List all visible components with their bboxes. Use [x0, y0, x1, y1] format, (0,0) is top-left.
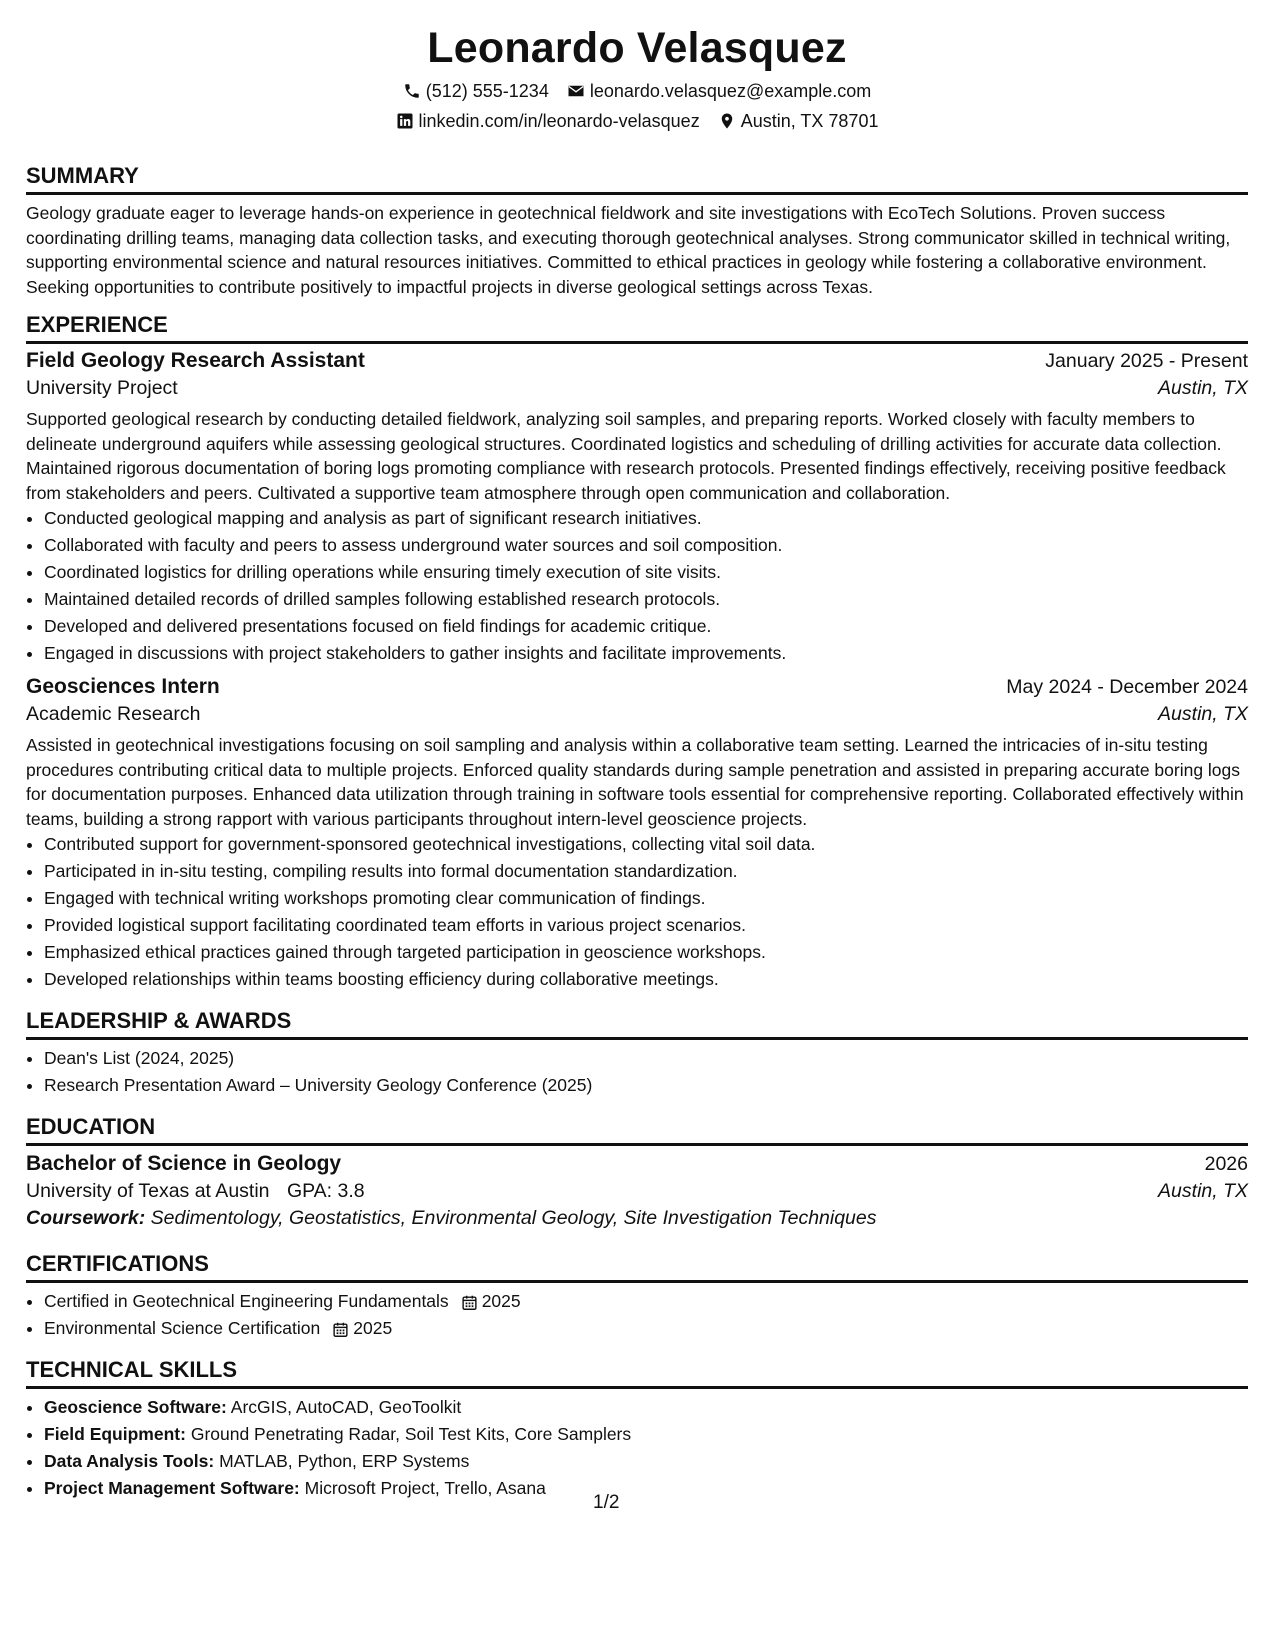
education-heading: EDUCATION — [26, 1113, 1248, 1146]
list-item: • Coordinated logistics for drilling operations while ensuring timely execution of site visits. — [44, 559, 1248, 586]
summary-text: Geology graduate eager to leverage hands-on experience in geotechnical fieldwork and site investigations with EcoTech Solutions. Proven success coordinating drilling teams, managing data collection tasks, and executing thorough geotechnical analyses. Strong communicator skilled in technical writing, supporting environmental science and natural resources initiatives. Committed to ethical practices in geology while fostering a collaborative environment. Seeking opportunities to contribute positively to impactful projects in diverse geological settings across Texas. — [26, 203, 1231, 297]
phone-contact — [403, 76, 549, 106]
coursework-label: Coursework: — [26, 1207, 146, 1229]
candidate-name: Leonardo Velasquez — [427, 24, 847, 72]
job-location: Austin, TX — [1158, 703, 1248, 725]
certification-name: Certified in Geotechnical Engineering Fundamentals — [44, 1291, 449, 1311]
coursework-list: Sedimentology, Geostatistics, Environmental Geology, Site Investigation Techniques — [150, 1207, 877, 1229]
contact-row-1 — [26, 76, 1248, 106]
list-item: • Engaged with technical writing workshops promoting clear communication of findings. — [44, 885, 1248, 912]
job-org-row — [26, 703, 1248, 726]
skill-value: Microsoft Project, Trello, Asana — [304, 1478, 546, 1498]
skill-label: Project Management Software: — [44, 1478, 300, 1498]
degree-title: Bachelor of Science in Geology — [26, 1152, 342, 1175]
graduation-year: 2026 — [1204, 1153, 1248, 1175]
list-item — [44, 1475, 1248, 1502]
certification-year: 2025 — [353, 1318, 393, 1338]
list-item: • Provided logistical support facilitating coordinated team efforts in various project scenarios. — [44, 912, 1248, 939]
skill-value: ArcGIS, AutoCAD, GeoToolkit — [230, 1397, 462, 1417]
skill-label: Data Analysis Tools: — [44, 1451, 215, 1471]
certifications-list — [26, 1288, 1248, 1342]
linkedin-contact[interactable] — [396, 106, 700, 136]
school-name: University of Texas at Austin — [26, 1180, 270, 1202]
email-text[interactable]: leonardo.velasquez@example.com — [589, 81, 872, 101]
list-item: • Engaged in discussions with project stakeholders to gather insights and facilitate improvements. — [44, 640, 1248, 667]
job-entry — [26, 349, 1248, 667]
skills-list — [26, 1394, 1248, 1502]
experience-heading: EXPERIENCE — [26, 311, 1248, 344]
job-header-row — [26, 349, 1248, 373]
list-item — [44, 1448, 1248, 1475]
list-item: • Developed and delivered presentations focused on field findings for academic critique. — [44, 613, 1248, 640]
list-item — [44, 1315, 1248, 1342]
job-bullets — [26, 505, 1248, 667]
skills-heading: TECHNICAL SKILLS — [26, 1356, 1248, 1389]
calendar-icon — [332, 1321, 349, 1338]
linkedin-icon — [396, 112, 414, 130]
job-title: Geosciences Intern — [26, 675, 220, 698]
list-item: • Developed relationships within teams boosting efficiency during collaborative meetings. — [44, 966, 1248, 993]
list-item: • Participated in in-situ testing, compiling results into formal documentation standardization. — [44, 858, 1248, 885]
phone-icon — [403, 82, 421, 100]
job-bullets — [26, 831, 1248, 993]
job-dates: May 2024 - December 2024 — [1006, 676, 1248, 698]
job-org-row — [26, 377, 1248, 400]
certification-name: Environmental Science Certification — [44, 1318, 321, 1338]
job-entry — [26, 675, 1248, 993]
job-header-row — [26, 675, 1248, 699]
coursework-line — [26, 1207, 1248, 1230]
job-description: Assisted in geotechnical investigations focusing on soil sampling and analysis within a collaborative team setting. Learned the intricacies of in-situ testing procedures contributing critical data to multiple projects. Enforced quality standards during sample penetration and assisted in preparing accurate boring logs for documentation purposes. Enhanced data utilization through training in software tools essential for comprehensive reporting. Collaborated effectively within teams, building a strong rapport with various participants throughout intern-level geoscience projects. — [26, 735, 1244, 829]
list-item: • Maintained detailed records of drilled samples following established research protocols. — [44, 586, 1248, 613]
certifications-heading: CERTIFICATIONS — [26, 1250, 1248, 1283]
resume-page — [26, 0, 1248, 1502]
list-item — [44, 1421, 1248, 1448]
list-item — [44, 1288, 1248, 1315]
map-marker-icon — [718, 112, 736, 130]
phone-text: (512) 555-1234 — [425, 81, 549, 101]
email-contact[interactable] — [567, 76, 871, 106]
contact-row-2 — [26, 106, 1248, 136]
list-item: • Emphasized ethical practices gained through targeted participation in geoscience workshops. — [44, 939, 1248, 966]
education-school-row — [26, 1180, 1248, 1203]
job-title: Field Geology Research Assistant — [26, 349, 365, 372]
education-degree-row — [26, 1152, 1248, 1176]
location-text: Austin, TX 78701 — [740, 111, 879, 131]
location-contact — [718, 106, 879, 136]
job-location: Austin, TX — [1158, 377, 1248, 399]
job-org: University Project — [26, 377, 178, 399]
school-location: Austin, TX — [1158, 1180, 1248, 1202]
job-description: Supported geological research by conducting detailed fieldwork, analyzing soil samples, and preparing reports. Worked closely with faculty members to delineate underground aquifers while assessing geological structures. Coordinated logistics and scheduling of drilling activities for accurate data collection. Maintained rigorous documentation of boring logs promoting compliance with research protocols. Presented findings effectively, receiving positive feedback from stakeholders and peers. Cultivated a supportive team atmosphere through open communication and collaboration. — [26, 409, 1226, 503]
envelope-icon — [567, 82, 585, 100]
skill-value: Ground Penetrating Radar, Soil Test Kits, Core Samplers — [190, 1424, 632, 1444]
calendar-icon — [461, 1294, 478, 1311]
skill-label: Field Equipment: — [44, 1424, 186, 1444]
job-dates: January 2025 - Present — [1045, 350, 1248, 372]
skill-value: MATLAB, Python, ERP Systems — [219, 1451, 470, 1471]
list-item: • Conducted geological mapping and analysis as part of significant research initiatives. — [44, 505, 1248, 532]
skill-label: Geoscience Software: — [44, 1397, 227, 1417]
linkedin-text[interactable]: linkedin.com/in/leonardo-velasquez — [418, 111, 700, 131]
list-item — [44, 1394, 1248, 1421]
job-org: Academic Research — [26, 703, 201, 725]
leadership-list — [26, 1045, 1248, 1099]
list-item: • Contributed support for government-sponsored geotechnical investigations, collecting vital soil data. — [44, 831, 1248, 858]
list-item: • Dean's List (2024, 2025) — [44, 1045, 1248, 1072]
list-item: • Research Presentation Award – University Geology Conference (2025) — [44, 1072, 1248, 1099]
gpa: GPA: 3.8 — [286, 1180, 365, 1202]
certification-year: 2025 — [481, 1291, 521, 1311]
leadership-heading: LEADERSHIP & AWARDS — [26, 1007, 1248, 1040]
list-item: • Collaborated with faculty and peers to assess underground water sources and soil composition. — [44, 532, 1248, 559]
school-line — [26, 1180, 365, 1203]
page-number: 1/2 — [593, 1492, 620, 1513]
summary-heading: SUMMARY — [26, 162, 1248, 195]
